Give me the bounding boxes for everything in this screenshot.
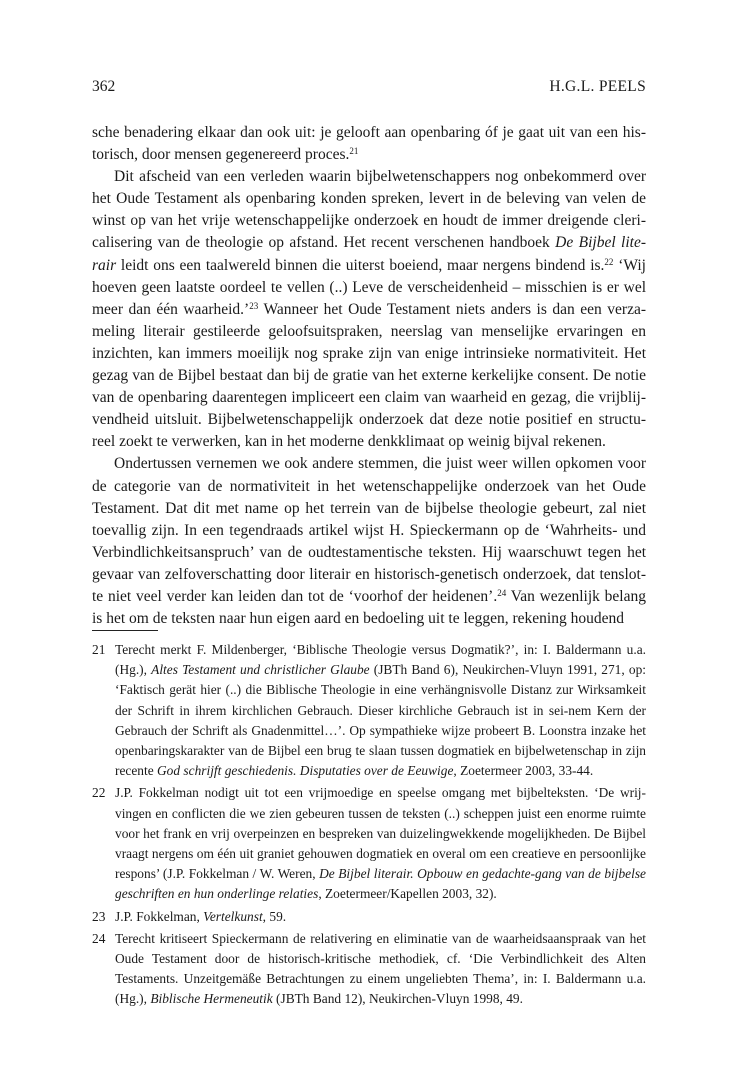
footnote-24 [92,929,646,1010]
footnote-number: 23 [92,908,106,924]
footnote-text: J.P. Fokkelman nodigt uit tot een vrijmoedige en speelse omgang met bijbelteksten. ‘De wrij-vingen en conflicten die we zien gebeuren tussen de teksten (..) scheppen juist een enorme ruimte voor het frank en vrij overpeinzen en bespreken van duizelingwekkende mogelijkheden. De Bijbel vraagt nergens om één uit graniet gehouwen dogmatiek en overal om een creatieve en persoonlijke respons’ (J.P. Fokkelman / W. Weren, [115,785,646,882]
footnote-text: , 59. [262,908,287,924]
footnote-title: De Bijbel literair. Opbouw en gedachte-gang van de bijbelse geschriften en hun onderlinge relaties [115,866,646,902]
paragraph-text: Dit afscheid van een verleden waarin bijbelwetenschappers nog onbekommerd over het Oude Testament als openbaring konden spreken, levert in de beleving van velen de winst op van het vrije wetenschappelijke onderzoek en houdt de immer dreigende cleri-calisering van de theologie op afstand. Het recent verschenen handboek [92,168,646,252]
paragraph-text: Wanneer het Oude Testament niets anders is dan een verza-meling literair gestileerde geloofsuitspraken, neerslag van menselijke ervaringen en inzichten, kan immers moeilijk nog sprake zijn van enige intrinsieke normativiteit. Het gezag van de Bijbel bestaat dan bij de gratie van het externe kerkelijke consent. De notie van de openbaring daarentegen impliceert een claim van waarheid en gezag, die vrijblij-vendheid uitsluit. Bijbelwetenschappelijk onderzoek dat deze notie positief en structu-reel zoekt te verwerken, kan in het moderne denkklimaat op weinig bijval rekenen. [92,300,646,451]
footnote-22 [92,783,646,904]
footnote-number: 22 [92,785,106,801]
footnote-text: , Zoetermeer 2003, 33-44. [453,763,594,779]
footnotes [92,640,646,1012]
footnote-text: , Zoetermeer/Kapellen 2003, 32). [318,886,497,902]
footnote-title: Vertelkunst [203,908,263,924]
footnote-21 [92,640,646,781]
main-text [92,122,646,630]
footnote-title: Altes Testament und christlicher Glaube [151,662,370,678]
page-header [92,76,646,98]
footnote-separator [92,630,158,631]
footnote-number: 21 [92,642,106,657]
book-title: De Bijbel lite-rair [92,234,646,274]
footnote-ref-21[interactable]: 21 [349,146,359,157]
footnote-ref-23[interactable]: 23 [249,300,259,311]
footnote-text: J.P. Fokkelman, [115,908,204,924]
paragraph-1 [92,122,646,166]
footnote-text: (JBTh Band 12), Neukirchen-Vluyn 1998, 49. [272,991,523,1007]
paragraph-2 [92,166,646,453]
footnote-ref-24[interactable]: 24 [497,587,507,598]
paragraph-text: Ondertussen vernemen we ook andere stemmen, die juist weer willen opkomen voor de categorie van de normativiteit in het wetenschappelijke onderzoek van het Oude Testament. Dat dit met name op het terrein van de bijbelse theologie gebeurt, zal niet toevallig zijn. In een tegendraads artikel wijst H. Spieckermann op de ‘Wahrheits- und Verbindlichkeitsanspruch’ van de oudtestamentische teksten. Hij waarschuwt tegen het gevaar van zelfoverschatting door literair en historisch-genetisch onderzoek, dat tenslot-te niet veel verder kan leiden dan tot de ‘voorhof der heidenen’. [92,455,646,605]
paragraph-text: ‘Wij hoeven geen laatste oordeel te vellen (..) Leve de verscheidenheid – misschien is er wel meer dan één waarheid.’ [92,256,646,318]
footnote-title: Biblische Hermeneutik [150,991,273,1007]
footnote-ref-22[interactable]: 22 [604,256,614,267]
paragraph-text: Van wezenlijk belang is het om de teksten naar hun eigen aard en bedoeling uit te leggen, rekening houdend [92,587,646,628]
footnote-text: Terecht kritiseert Spieckermann de relativering en eliminatie van de waarheidsaanspraak van het Oude Testament door de historisch-kritische methodiek, cf. ‘Die Verbindlichkeit des Alten Testaments. Unzeitgemäße Betrachtungen zu einem ungeliebten Thema’, in: I. Baldermann u.a. (Hg.), [115,930,646,1007]
footnote-text: (JBTh Band 6), Neukirchen-Vluyn 1991, 271, op: ‘Faktisch gerät hier (..) die Biblische Theologie in eine verhängnisvolle Distanz zur Wirksamkeit der Schrift in ihrem kirchlichen Gebrauch. Dieser kirchliche Gebrauch ist in sei-nem Kern der Gebrauch der Schrift als Gnadenmittel…’. Op sympathieke wijze probeert B. Loonstra inzake het openbaringskarakter van de Bijbel een brug te slaan tussen dogmatiek en bijbelwetenschap in zijn recente [115,662,646,779]
paragraph-text: sche benadering elkaar dan ook uit: je gelooft aan openbaring óf je gaat uit van een his-torisch, door mensen gegenereerd proces. [92,124,646,164]
footnote-text: Terecht merkt F. Mildenberger, ‘Biblische Theologie versus Dogmatik?’, in: I. Baldermann u.a. (Hg.), [115,642,646,678]
running-head: H.G.L. PEELS [549,78,646,95]
page-number: 362 [92,78,116,95]
footnote-23 [92,907,646,927]
paragraph-3 [92,453,646,630]
footnote-number: 24 [92,930,106,946]
paragraph-text: leidt ons een taalwereld binnen die uiterst boeiend, maar nergens bindend is. [116,256,605,274]
footnote-title: God schrijft geschiedenis. Disputaties over de Eeuwige [157,763,454,779]
